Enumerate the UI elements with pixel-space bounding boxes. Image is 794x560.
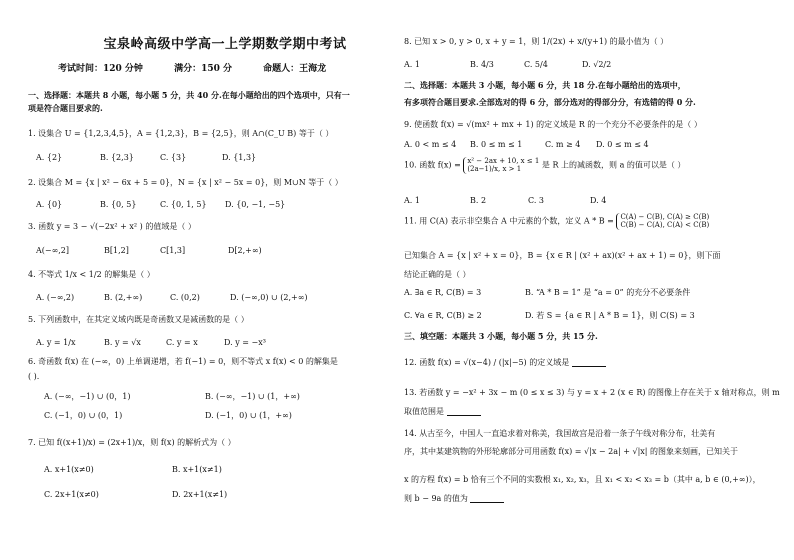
section-2-title-cont: 有多项符合题目要求.全部选对的得 6 分，部分选对的得部分分，有选错的得 0 分.	[404, 97, 696, 107]
exam-meta	[58, 64, 354, 74]
question-14: 14. 从古至今，中国人一直追求着对称美，我国故宫是沿着一条子午线对称分布，壮美有	[404, 429, 716, 438]
question-2: 2. 设集合 M = {x | x² − 6x + 5 = 0}，N = {x | x² − 5x = 0}，则 M∪N 等于（ ）	[28, 178, 343, 187]
q10-suffix: 是 R 上的减函数，则 a 的值可以是（ ）	[541, 160, 686, 170]
question-10	[404, 157, 685, 174]
q6-option-c: C. (−1，0) ∪ (0，1)	[44, 411, 123, 420]
q13-text-cont: 取值范围是	[404, 407, 444, 416]
q6-option-a: A. (−∞，−1) ∪ (0，1)	[44, 392, 131, 401]
q14-text-cont: 则 b − 9a 的值为	[404, 494, 468, 503]
q4-option-d: D. (−∞,0) ∪ (2,+∞)	[230, 293, 308, 302]
question-1: 1. 设集合 U = {1,2,3,4,5}，A = {1,2,3}，B = {2,5}，则 A∩(C_U B) 等于（ ）	[28, 129, 334, 138]
question-6-cont: ( ).	[28, 372, 40, 381]
q1-option-a: A. {2}	[36, 153, 63, 162]
q5-option-b: B. y = √x	[104, 338, 141, 347]
question-11	[404, 213, 709, 230]
question-12	[404, 358, 606, 367]
q9-option-d: D. 0 ≤ m ≤ 4	[596, 140, 649, 149]
q5-option-a: A. y = 1/x	[36, 338, 76, 347]
q10-case-1: x² − 2ax + 10, x ≤ 1	[467, 157, 540, 165]
q6-option-d: D. (−1，0) ∪ (1，+∞)	[205, 411, 292, 420]
q8-option-a: A. 1	[404, 60, 420, 69]
question-9: 9. 使函数 f(x) = √(mx² + mx + 1) 的定义域是 R 的一个充分不必要条件的是（ ）	[404, 120, 702, 129]
q10-option-c: C. 3	[528, 196, 545, 205]
section-2-title: 二、选择题：本题共 3 小题，每小题 6 分，共 18 分.在每小题给出的选项中，	[404, 80, 686, 90]
q14-answer-blank[interactable]	[470, 494, 504, 503]
question-11-cont-2: 结论正确的是（ ）	[404, 270, 471, 279]
q1-option-d: D. {1,3}	[222, 153, 257, 162]
q3-option-a: A(−∞,2]	[36, 246, 70, 255]
q4-option-c: C. (0,2)	[170, 293, 200, 302]
exam-time: 考试时间：120 分钟	[58, 64, 143, 74]
q7-option-d: D. 2x+1(x≠1)	[172, 490, 228, 499]
q9-option-b: B. 0 ≤ m ≤ 1	[470, 140, 523, 149]
q11-option-c: C. ∀a ∈ R, C(B) ≥ 2	[404, 311, 482, 320]
q3-option-c: C[1,3]	[160, 246, 186, 255]
q10-piecewise	[463, 157, 539, 174]
q7-option-c: C. 2x+1(x≠0)	[44, 490, 99, 499]
question-14-cont: 序，其中某建筑物的外形轮廓部分可用函数 f(x) = √|x − 2a| + √|x| 的图象来刻画，已知关于	[404, 447, 739, 456]
q3-option-d: D[2,+∞)	[228, 246, 262, 255]
q4-option-b: B. (2,+∞)	[104, 293, 143, 302]
question-3: 3. 函数 y = 3 − √(−2x² + x² ) 的值域是（ ）	[28, 222, 196, 231]
q8-option-b: B. 4/3	[470, 60, 494, 69]
section-3-title: 三、填空题：本题共 3 小题，每小题 5 分，共 15 分.	[404, 331, 598, 341]
q8-option-c: C. 5/4	[524, 60, 548, 69]
q9-option-a: A. 0 < m ≤ 4	[404, 140, 457, 149]
q2-option-a: A. {0}	[36, 200, 63, 209]
q5-option-d: D. y = −x³	[224, 338, 266, 347]
q6-option-b: B. (−∞，−1) ∪ (1，+∞)	[205, 392, 300, 401]
q2-option-d: D. {0, −1, −5}	[225, 200, 286, 209]
q13-answer-blank[interactable]	[447, 407, 481, 416]
q11-option-b: B. “A * B = 1” 是 “a = 0” 的充分不必要条件	[525, 288, 691, 297]
q10-option-d: D. 4	[590, 196, 607, 205]
section-1-title: 一、选择题：本题共 8 小题，每小题 5 分，共 40 分.在每小题给出的四个选项中，只有一	[28, 90, 350, 100]
q2-option-b: B. {0, 5}	[100, 200, 137, 209]
question-5: 5. 下列函数中，在其定义域内既是奇函数又是减函数的是（ ）	[28, 315, 249, 324]
exam-title: 宝泉岭高级中学高一上学期数学期中考试	[103, 37, 347, 52]
question-14-cont-3	[404, 494, 504, 503]
q1-option-b: B. {2,3}	[100, 153, 134, 162]
question-6: 6. 奇函数 f(x) 在 (−∞，0) 上单调递增，若 f(−1) = 0，则不等式 x f(x) < 0 的解集是	[28, 357, 338, 366]
q8-option-d: D. √2/2	[582, 60, 612, 69]
q11-case-2: C(B) − C(A), C(A) < C(B)	[620, 221, 710, 230]
question-14-cont-2: x 的方程 f(x) = b 恰有三个不同的实数根 x₁, x₂, x₃，且 x₁ < x₂ < x₃ = b（其中 a, b ∈ (0,+∞)），	[404, 475, 761, 484]
q3-option-b: B[1,2]	[104, 246, 129, 255]
q11-prefix: 11. 用 C(A) 表示非空集合 A 中元素的个数，定义 A * B =	[404, 216, 614, 226]
question-7: 7. 已知 f((x+1)/x) = (2x+1)/x，则 f(x) 的解析式为（ ）	[28, 438, 236, 447]
q2-option-c: C. {0, 1, 5}	[160, 200, 207, 209]
question-13: 13. 若函数 y = −x² + 3x − m (0 ≤ x ≤ 3) 与 y = x + 2 (x ∈ R) 的图像上存在关于 x 轴对称点，则 m	[404, 388, 780, 397]
q10-option-b: B. 2	[470, 196, 487, 205]
q7-option-b: B. x+1(x≠1)	[172, 465, 222, 474]
q12-answer-blank[interactable]	[572, 358, 606, 367]
q11-option-d: D. 若 S = {a ∈ R | A * B = 1}，则 C(S) = 3	[525, 311, 695, 320]
q11-option-a: A. ∃a ∈ R, C(B) = 3	[404, 288, 482, 297]
q11-case-1: C(A) − C(B), C(A) ≥ C(B)	[620, 213, 710, 221]
exam-author: 命题人：王海龙	[263, 64, 327, 74]
question-11-cont: 已知集合 A = {x | x² + x = 0}，B = {x ∈ R | (x² + ax)(x² + ax + 1) = 0}，则下面	[404, 251, 721, 260]
q1-option-c: C. {3}	[160, 153, 187, 162]
q10-case-2: (2a−1)/x, x > 1	[467, 165, 522, 174]
q7-option-a: A. x+1(x≠0)	[44, 465, 94, 474]
question-4: 4. 不等式 1/x < 1/2 的解集是（ ）	[28, 270, 155, 279]
section-1-title-cont: 项是符合题目要求的.	[28, 103, 103, 113]
q5-option-c: C. y = x	[166, 338, 198, 347]
q10-prefix: 10. 函数 f(x) =	[404, 160, 461, 170]
q9-option-c: C. m ≥ 4	[545, 140, 581, 149]
q10-option-a: A. 1	[404, 196, 420, 205]
q11-piecewise	[616, 213, 709, 230]
question-8: 8. 已知 x > 0, y > 0, x + y = 1，则 1/(2x) + x/(y+1) 的最小值为（ ）	[404, 37, 669, 46]
question-13-cont	[404, 407, 481, 416]
q12-text: 12. 函数 f(x) = √(x−4) / (|x|−5) 的定义域是	[404, 358, 570, 367]
exam-score: 满分：150 分	[174, 64, 232, 74]
q4-option-a: A. (−∞,2)	[36, 293, 75, 302]
